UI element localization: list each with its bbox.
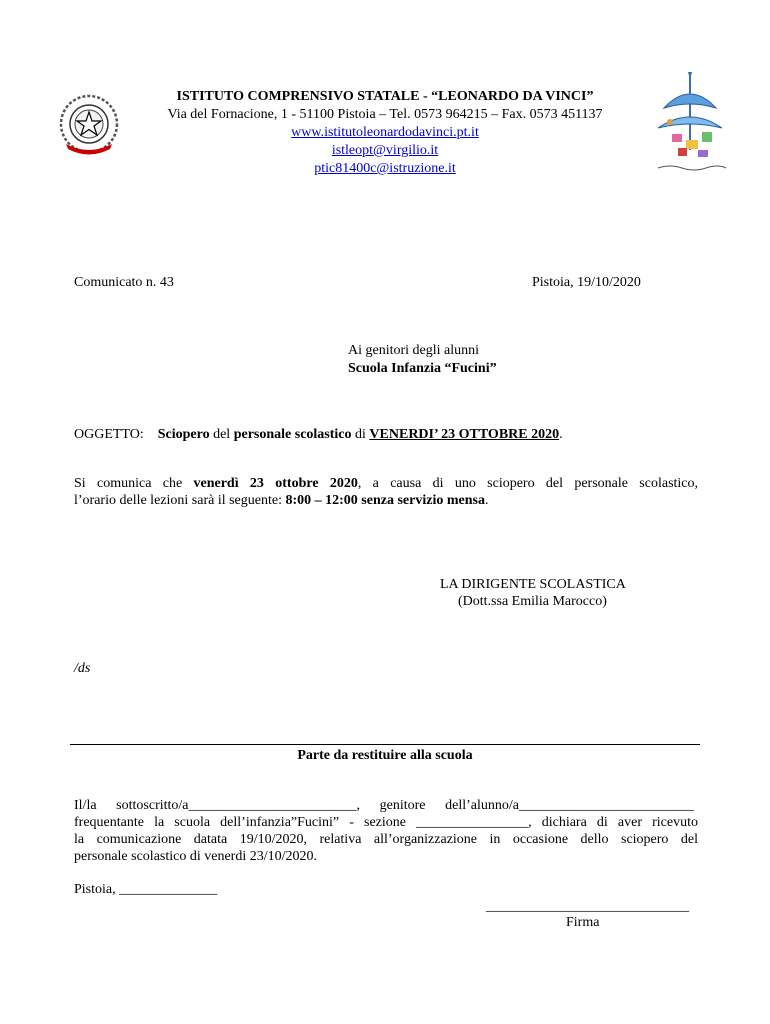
school-pec-email-link[interactable]: ptic81400c@istruzione.it — [314, 161, 456, 176]
cut-separator — [70, 744, 700, 745]
subject-text: del — [209, 427, 234, 442]
body-text: l’orario delle lezioni sarà il seguente: — [74, 493, 286, 508]
body-text: . — [484, 493, 489, 508]
school-address: Via del Fornacione, 1 - 51100 Pistoia – Tel. 0573 964215 – Fax. 0573 451137 — [167, 107, 603, 122]
subject-date: VENERDI’ 23 OTTOBRE 2020 — [369, 427, 560, 442]
return-slip-line4: personale scolastico di venerdi 23/10/2020. — [74, 849, 317, 864]
school-name: ISTITUTO COMPRENSIVO STATALE - “LEONARDO DA VINCI” — [176, 89, 594, 104]
signature-label: Firma — [566, 915, 600, 930]
recipient-line2: Scuola Infanzia “Fucini” — [348, 361, 497, 376]
signature-name: (Dott.ssa Emilia Marocco) — [458, 594, 607, 609]
return-slip-line2: frequentante la scuola dell’infanzia”Fucini” - sezione ________________, dichiara di aver ricevuto — [74, 815, 698, 830]
signature-field[interactable]: _____________________________ — [486, 899, 689, 914]
body-line1 — [74, 475, 698, 493]
school-header — [120, 88, 650, 178]
subject-staff: personale scolastico — [233, 427, 352, 442]
return-slip-title: Parte da restituire alla scuola — [297, 748, 473, 763]
school-email-link[interactable]: istleopt@virgilio.it — [331, 143, 439, 158]
return-slip-line1: Il/la sottoscritto/a________________________, genitore dell’alunno/a_________________________ — [74, 798, 694, 813]
body-text: Si comunica che — [74, 476, 194, 491]
subject-strike: Sciopero — [157, 427, 210, 442]
italian-republic-emblem-icon — [56, 92, 122, 158]
subject-text: . — [559, 427, 563, 442]
return-slip-line3: la comunicazione datata 19/10/2020, relativa all’organizzazione in occasione dello sciopero del — [74, 832, 698, 847]
body-text: , a causa di uno sciopero del personale scolastico, — [357, 476, 699, 491]
subject-text: di — [351, 427, 370, 442]
subject-label: OGGETTO: — [74, 427, 144, 442]
return-slip-place: Pistoia, ______________ — [74, 882, 218, 897]
school-logo-icon — [650, 70, 730, 176]
initials: /ds — [74, 661, 91, 676]
body-strike-date: venerdì 23 ottobre 2020 — [193, 476, 358, 491]
place-date: Pistoia, 19/10/2020 — [532, 275, 641, 290]
school-website-link[interactable]: www.istitutoleonardodavinci.pt.it — [291, 125, 479, 140]
body-schedule: 8:00 – 12:00 senza servizio mensa — [285, 493, 485, 508]
body-line2 — [74, 492, 488, 510]
communication-number: Comunicato n. 43 — [74, 275, 174, 290]
signature-role: LA DIRIGENTE SCOLASTICA — [440, 577, 626, 592]
recipient-line1: Ai genitori degli alunni — [348, 343, 480, 358]
subject-line — [74, 426, 563, 444]
